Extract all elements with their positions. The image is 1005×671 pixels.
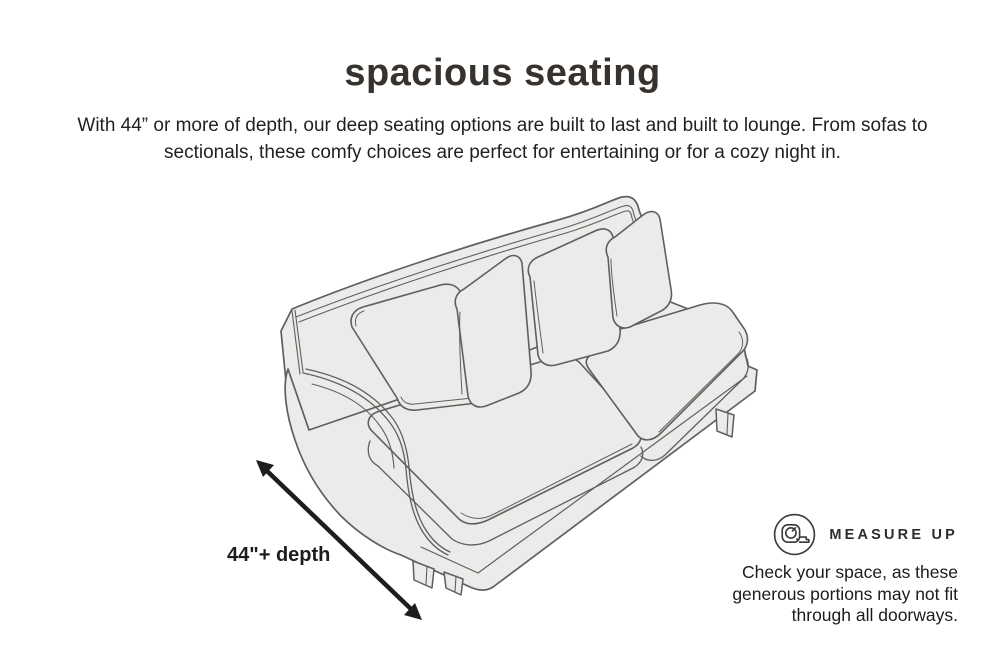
- page-title: spacious seating: [344, 52, 661, 94]
- measure-up-note-line: Check your space, as these: [742, 562, 958, 582]
- sofa-illustration: [281, 197, 757, 595]
- measure-up-header: [718, 512, 958, 557]
- measure-up-note: [718, 562, 958, 627]
- depth-label: 44"+ depth: [227, 544, 331, 566]
- measure-up-heading: MEASURE UP: [829, 526, 958, 543]
- measure-up-section: [718, 512, 958, 627]
- tape-measure-icon: [772, 512, 817, 557]
- intro-text: With 44” or more of depth, our deep seating options are built to last and built to lounge. From sofas to sectionals, these comfy choices are perfect for entertaining or for a cozy night in.: [77, 115, 928, 163]
- measure-up-note-line: through all doorways.: [791, 605, 958, 625]
- measure-up-note-line: generous portions may not fit: [732, 583, 958, 604]
